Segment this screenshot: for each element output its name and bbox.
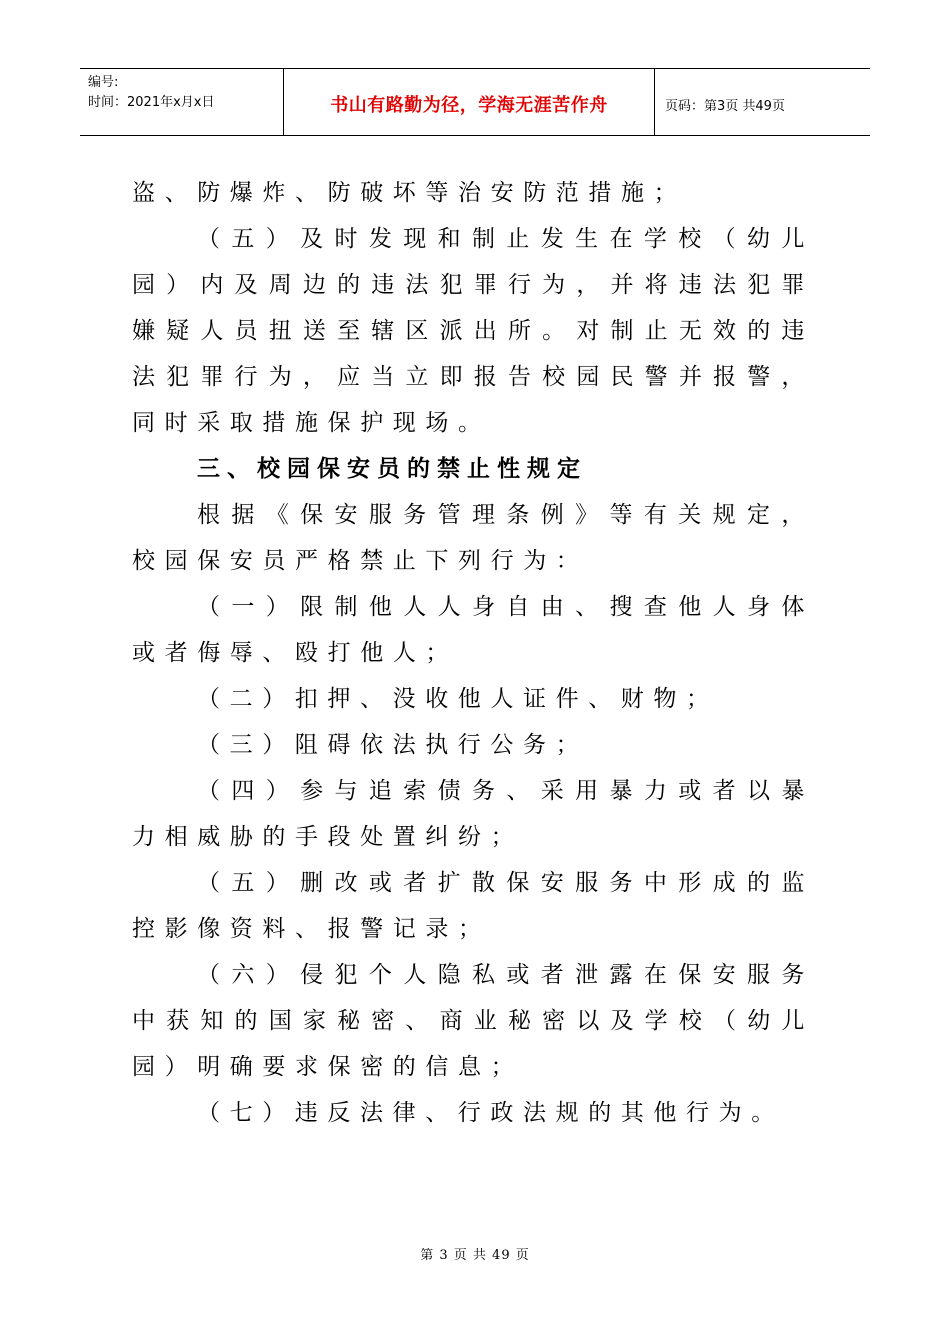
document-body (132, 170, 814, 1136)
section-heading: 三、校园保安员的禁止性规定 (197, 456, 587, 482)
document-time-label: 时间：2021年x月x日 (88, 95, 215, 110)
list-item-2: （二）扣押、没收他人证件、财物； (197, 686, 719, 712)
list-item-4: （四）参与追索债务、采用暴力或者以暴力相威胁的手段处置纠纷； (132, 778, 814, 850)
paragraph-item-5: （五）及时发现和制止发生在学校（幼儿园）内及周边的违法犯罪行为，并将违法犯罪嫌疑人员扭送至辖区派出所。对制止无效的违法犯罪行为，应当立即报告校园民警并报警，同时采取措施保护现场。 (132, 226, 814, 436)
page-footer: 第 3 页 共 49 页 (420, 1248, 530, 1263)
page-header (80, 68, 870, 136)
paragraph-continuation: 盗、防爆炸、防破坏等治安防范措施； (132, 180, 687, 206)
list-item-5: （五）删改或者扩散保安服务中形成的监控影像资料、报警记录； (132, 870, 814, 942)
header-meta (80, 69, 283, 135)
list-item-1: （一）限制他人人身自由、搜查他人身体或者侮辱、殴打他人； (132, 594, 814, 666)
header-motto: 书山有路勤为径，学海无涯苦作舟 (283, 69, 655, 135)
document-number-label: 编号: (88, 75, 119, 90)
paragraph-intro: 根据《保安服务管理条例》等有关规定，校园保安员严格禁止下列行为： (132, 502, 814, 574)
header-page-info: 页码：第3页 共49页 (665, 98, 785, 114)
list-item-6: （六）侵犯个人隐私或者泄露在保安服务中获知的国家秘密、商业秘密以及学校（幼儿园）明确要求保密的信息； (132, 962, 814, 1080)
list-item-7: （七）违反法律、行政法规的其他行为。 (197, 1100, 784, 1126)
list-item-3: （三）阻碍依法执行公务； (197, 732, 589, 758)
